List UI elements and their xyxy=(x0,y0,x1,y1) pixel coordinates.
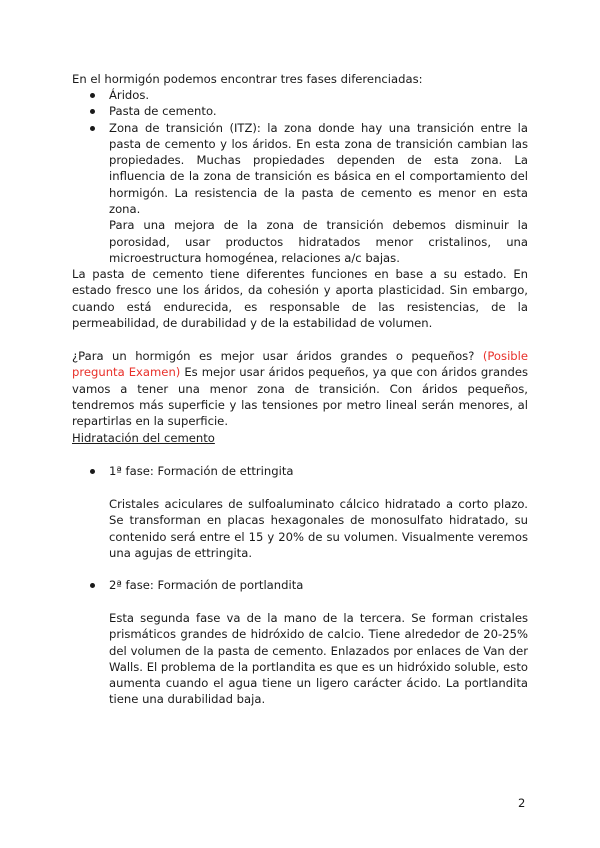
question-text: ¿Para un hormigón es mejor usar áridos grandes o pequeños? xyxy=(72,349,475,363)
phase-label: Pasta de cemento. xyxy=(109,104,217,119)
bullet-icon xyxy=(90,109,95,114)
bullet-icon xyxy=(90,469,95,474)
phase-item xyxy=(72,120,528,267)
phase-label: Áridos. xyxy=(109,88,150,102)
phase-item xyxy=(72,103,528,119)
phase-item xyxy=(72,87,528,103)
bullet-icon xyxy=(90,583,95,588)
section-heading: Hidratación del cemento xyxy=(72,431,215,445)
intro-text: En el hormigón podemos encontrar tres fases diferenciadas: xyxy=(72,72,423,86)
itz-improvement-note: Para una mejora de la zona de transición debemos disminuir la porosidad, usar productos hidratados menor cristalinos, una microestructura homogénea, relaciones a/c bajas. xyxy=(109,218,528,265)
stage2-description: Esta segunda fase va de la mano de la tercera. Se forman cristales prismáticos grandes de hidróxido de calcio. Tiene alrededor de 20-25% del volumen de la pasta de cemento. Enlazados por enlaces de Van der Walls. El problema de la portlandita es que es un hidróxido soluble, esto aumenta cuando el agua tiene un ligero carácter ácido. La portlandita tiene una durabilidad baja. xyxy=(109,611,528,707)
page-number: 2 xyxy=(518,796,526,810)
phase-list xyxy=(72,87,528,266)
answer-text: Es mejor usar áridos pequeños, ya que con áridos grandes vamos a tener una menor zona de transición. Con áridos pequeños, tendremos más superficie y las tensiones por metro lineal serán menores, al repartirlas en la superficie. xyxy=(72,365,529,429)
exam-question-tag: (Posible pregunta Examen) xyxy=(72,349,528,380)
stage1-description: Cristales aciculares de sulfoaluminato cálcico hidratado a corto plazo. Se transforman en placas hexagonales de monosulfato hidratado, su contenido será entre el 15 y 20% de su volumen. Visualmente veremos una agujas de ettringita. xyxy=(109,497,528,560)
bullet-icon xyxy=(90,126,95,131)
stage1-title: 1ª fase: Formación de ettringita xyxy=(109,464,294,478)
bullet-icon xyxy=(90,93,95,98)
stage2-title: 2ª fase: Formación de portlandita xyxy=(109,578,304,592)
cement-paste-paragraph: La pasta de cemento tiene diferentes funciones en base a su estado. En estado fresco une los áridos, da cohesión y aporta plasticidad. Sin embargo, cuando está endurecida, es responsable de las resistencias, de la permeabilidad, de durabilidad y de la estabilidad de volumen. xyxy=(72,267,528,330)
itz-description: Zona de transición (ITZ): la zona donde hay una transición entre la pasta de cemento y los áridos. En esta zona de transición cambian las propiedades. Muchas propiedades dependen de esta zona. La influencia de la zona de transición es básica en el comportamiento del hormigón. La resistencia de la pasta de cemento es menor en esta zona. xyxy=(109,120,528,217)
question-paragraph xyxy=(72,348,528,429)
